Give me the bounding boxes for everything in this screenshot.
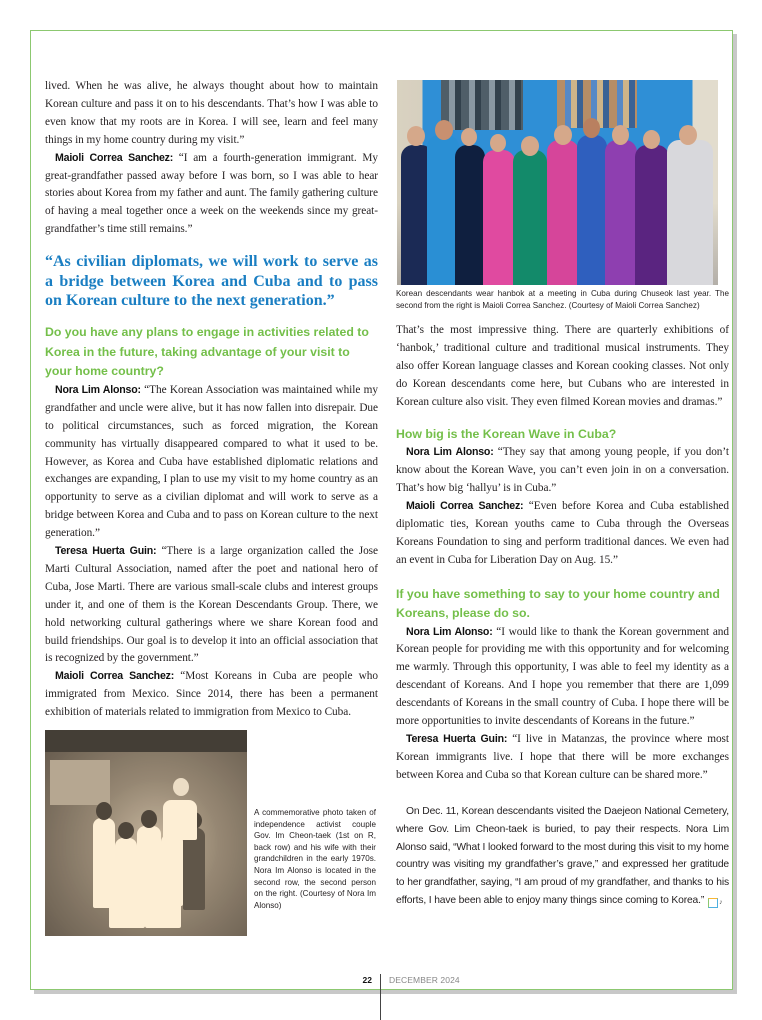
footer-divider — [380, 974, 381, 1020]
answer-paragraph: Maioli Correa Sanchez: “Even before Korea and Cuba established diplomatic ties, Korean youths came to Cuba through the Overseas Koreans Foundation to sing and perform traditional dances. We even had an event in Cuba for Liberation Day on Aug. 15.” — [396, 499, 729, 566]
speaker-name: Teresa Huerta Guin: — [406, 733, 508, 745]
speaker-name: Nora Lim Alonso: — [406, 446, 494, 459]
speaker-name: Nora Lim Alonso: — [55, 383, 141, 396]
page-number: 22 — [362, 975, 372, 985]
pull-quote: “As civilian diplomats, we will work to serve as a bridge between Korea and Cuba and to pass on Korean culture to the next generation.” — [45, 253, 378, 309]
closing-paragraph: On Dec. 11, Korean descendants visited the Daejeon National Cemetery, where Gov. Lim Cheon-taek is buried, to pay their respects. Nora Lim Alonso said, “What I looked forward to the most during this visit to my home country was visiting my grandfather’s grave,” and expressed her gratitude to her grandfather, saying, “I am proud of my grandfather, and thanks to his efforts, I have been able to enjoy many things since coming to Korea.” ♪ — [396, 805, 729, 907]
issue-date: DECEMBER 2024 — [389, 975, 460, 985]
speaker-name: Maioli Correa Sanchez: — [55, 670, 175, 683]
question-heading: How big is the Korean Wave in Cuba? — [396, 426, 617, 441]
hanbok-photo-caption: Korean descendants wear hanbok at a meeting in Cuba during Chuseok last year. The second from the right is Maioli Correa Sanchez. (Courtesy of Maioli Correa Sanchez) — [396, 289, 729, 310]
old-photo-caption: A commemorative photo taken of independence activist couple Gov. Im Cheon-taek (1st on R, back row) and his wife with their grandchildren in the early 1970s. Nora Im Alonso is located in the second row, the second person on the right. (Courtesy of Nora Im Alonso) — [254, 808, 376, 910]
right-column — [396, 78, 729, 910]
old-family-photo — [45, 730, 247, 936]
speaker-name: Maioli Correa Sanchez: — [406, 499, 524, 512]
paragraph-continuation: That’s the most impressive thing. There are quarterly exhibitions of ‘hanbok,’ traditional culture and traditional musical instruments. They also offer Korean language classes and Korean cooking classes. Not only do Korean descendants come here, but Cubans who are interested in Korean culture also visit. They even filmed Korean movies and dramas.” — [396, 324, 729, 408]
answer-paragraph: Nora Lim Alonso: “They say that among young people, if you don’t know about the Korean Wave, you can’t even join in on a conversation. That’s how big ‘hallyu’ is in Cuba.” — [396, 446, 729, 495]
answer-paragraph: Nora Lim Alonso: “I would like to thank the Korean government and Korean people for providing me with this opportunity and for welcoming me warmly. Through this opportunity, I was able to feel my identity as a descendant of Koreans. And I hope you remember that there are 1,099 descendants of Koreans in the small country of Cuba. I hope there will be more opportunities to invite descendants of Koreans in the future.” — [396, 625, 729, 728]
page-footer — [0, 970, 762, 1020]
answer-paragraph: Maioli Correa Sanchez: “I am a fourth-generation immigrant. My great-grandfather passed away before I was born, so I was able to hear stories about Korea from my father and aunt. The family gathering culture of having a meal together once a week on the weekends since my great-grandfather’s time still remains.” — [45, 151, 378, 236]
end-of-article-icon: ♪ — [708, 898, 718, 908]
paragraph-continuation: lived. When he was alive, he always thought about how to maintain Korean culture and pass it on to his descendants. That’s how I was able to even know that my roots are in Korea. I will see, learn and feel many things in my home country during my visit.” — [45, 80, 378, 146]
speaker-name: Maioli Correa Sanchez: — [55, 151, 174, 164]
question-heading: Do you have any plans to engage in activities related to Korea in the future, taking advantage of your visit to your home country? — [45, 325, 369, 379]
left-column — [45, 78, 378, 722]
speaker-name: Nora Lim Alonso: — [406, 625, 493, 638]
answer-paragraph: Nora Lim Alonso: “The Korean Association was maintained while my grandfather and uncle were alive, but it has now fallen into disrepair. Due to political circumstances, such as forced migration, the Korean community has virtually disappeared compared to what it used to be. However, as Korea and Cuba have established diplomatic relations and exchanges are expanding, I plan to use my visit to my home country as an opportunity to serve as a civilian diplomat and will work to serve as a bridge between Korea and Cuba and to pass on Korean culture to the next generation.” — [45, 383, 378, 540]
hanbok-group-photo — [397, 80, 718, 285]
answer-paragraph: Teresa Huerta Guin: “There is a large organization called the Jose Marti Cultural Association, named after the poet and national hero of Cuba, Jose Marti. There are various small-scale clubs and interest groups under it, and one of them is the Korean Descendants Group. There, we hold networking cultural gatherings where we share Korean food and build friendships. Our goal is to develop it into an official association that is recognized by the government.” — [45, 545, 378, 665]
question-heading: If you have something to say to your home country and Koreans, please do so. — [396, 586, 720, 621]
answer-paragraph: Maioli Correa Sanchez: “Most Koreans in Cuba are people who immigrated from Mexico. Since 2014, there has been a permanent exhibition of materials related to immigration from Mexico to Cuba. — [45, 670, 378, 719]
answer-paragraph: Teresa Huerta Guin: “I live in Matanzas, the province where most Korean immigrants live. I hope that there will be more exchanges between Korea and Cuba so that Korean culture can be shared more.” — [396, 733, 729, 781]
old-photo-figure — [45, 730, 378, 940]
speaker-name: Teresa Huerta Guin: — [55, 545, 157, 558]
